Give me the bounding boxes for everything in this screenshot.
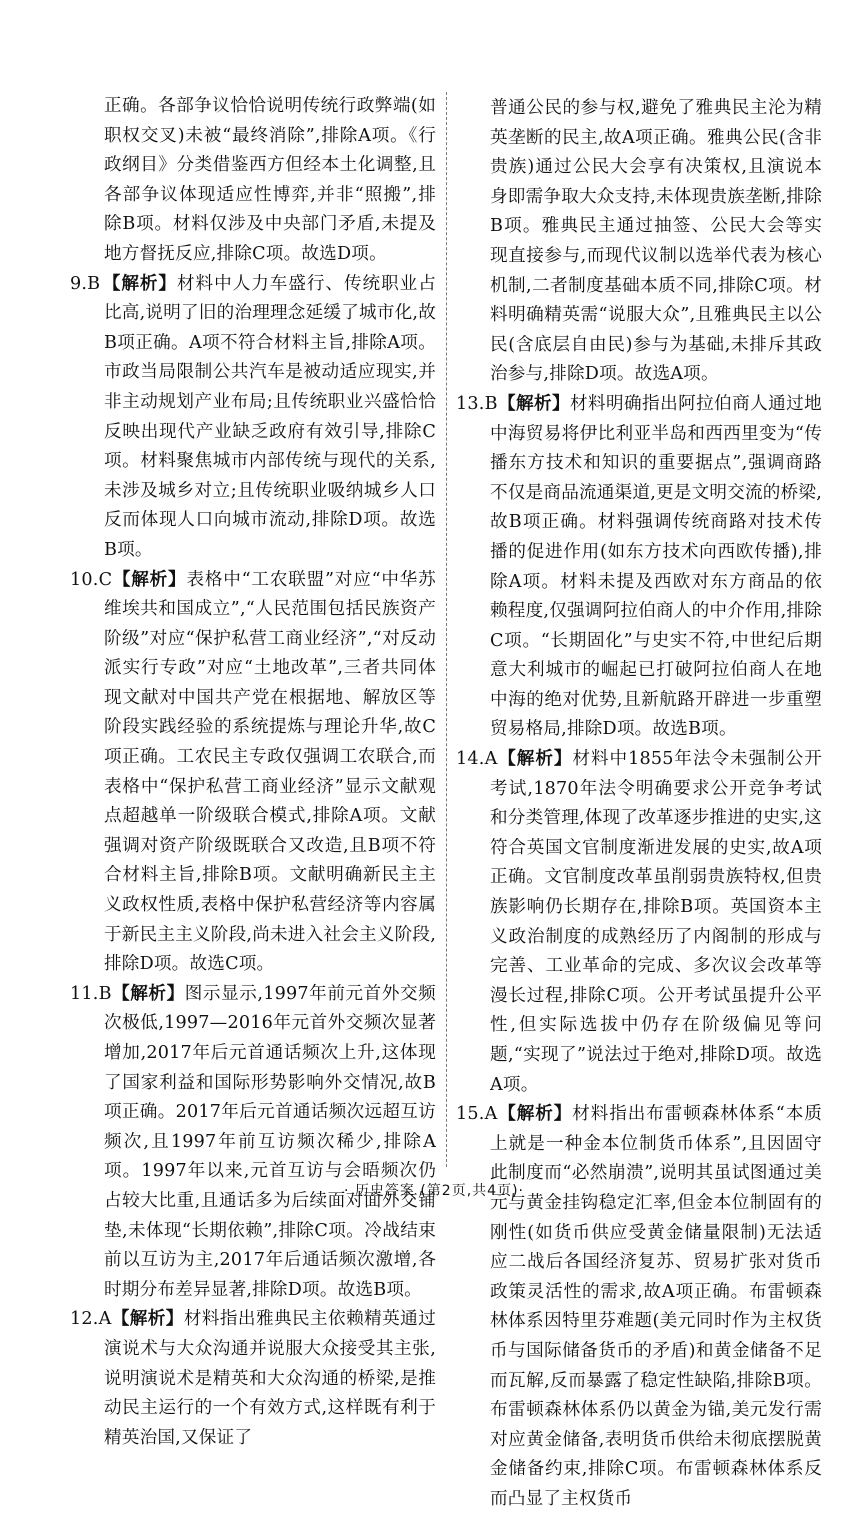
analysis-tag: 【解析】: [111, 983, 185, 1004]
continued-answer-8: 正确。各部争议恰恰说明传统行政弊端(如职权交叉)未被“最终消除”,排除A项。《行政纲目》分类借鉴西方但经本土化调整,且各部争议体现适应性博弈,并非“照搬”,排除B项。材料仅涉及中央部门矛盾,未提及地方督抚反应,排除C项。故选D项。: [104, 96, 436, 264]
analysis-tag: 【解析】: [497, 393, 570, 414]
answer-text: 表格中“工农联盟”对应“中华苏维埃共和国成立”,“人民范围包括民族资产阶级”对应“保护私营工商业经济”,“对反动派实行专政”对应“土地改革”,三者共同体现文献对中国共产党在根据地、解放区等阶段实践经验的系统提炼与理论升华,故C项正确。工农民主专政仅强调工农联合,而表格中“保护私营工商业经济”显示文献观点超越单一阶级联合模式,排除A项。文献强调对资产阶级既联合又改造,且B项不符合材料主旨,排除B项。文献明确新民主主义政权性质,表格中保护私营经济等内容属于新民主主义阶段,尚未进入社会主义阶段,排除D项。故选C项。: [104, 569, 436, 975]
answer-11: [70, 980, 436, 1306]
answer-text: 图示显示,1997年前元首外交频次极低,1997—2016年元首外交频次显著增加,2017年后元首通话频次上升,这体现了国家利益和国际形势影响外交情况,故B项正确。2017年后元首通话频次远超互访频次,且1997年前互访频次稀少,排除A项。1997年以来,元首互访与会晤频次仍占较大比重,且通话多为后续面对面外交铺垫,未体现“长期依赖”,排除C项。冷战结束前以互访为主,2017年后通话频次激增,各时期分布差异显著,排除D项。故选B项。: [104, 983, 436, 1300]
answer-number: 13.B: [456, 393, 498, 414]
answer-text: 材料指出布雷顿森林体系“本质上就是一种金本位制货币体系”,且因固守此制度而“必然崩溃”,说明其虽试图通过美元与黄金挂钩稳定汇率,但金本位制固有的刚性(如货币供应受黄金储量限制)无法适应二战后各国经济复苏、贸易扩张对货币政策灵活性的需求,故A项正确。布雷顿森林体系因特里芬难题(美元同时作为主权货币与国际储备货币的矛盾)和黄金储备不足而瓦解,反而暴露了稳定性缺陷,排除B项。布雷顿森林体系仍以黄金为锚,美元发行需对应黄金储备,表明货币供给未彻底摆脱黄金储备约束,排除C项。布雷顿森林体系反而凸显了主权货币: [490, 1104, 822, 1509]
answer-14: [456, 745, 822, 1100]
analysis-tag: 【解析】: [497, 749, 573, 770]
answer-number: 11.B: [70, 983, 112, 1004]
continued-answer-12: 普通公民的参与权,避免了雅典民主沦为精英垄断的民主,故A项正确。雅典公民(含非贵族)通过公民大会享有决策权,且演说本身即需争取大众支持,未体现贵族垄断,排除B项。雅典民主通过抽签、公民大会等实现直接参与,而现代议制以选举代表为核心机制,二者制度基础本质不同,排除C项。材料明确精英需“说服大众”,且雅典民主以公民(含底层自由民)参与为基础,未排斥其政治参与,排除D项。故选A项。: [490, 98, 822, 385]
analysis-tag: 【解析】: [497, 1104, 573, 1125]
column-divider: [446, 92, 447, 1167]
right-column: [456, 94, 822, 1515]
answer-12: [70, 1305, 436, 1453]
answer-number: 10.C: [70, 569, 113, 590]
analysis-tag: 【解析】: [102, 273, 177, 294]
answer-text: 材料指出雅典民主依赖精英通过演说术与大众沟通并说服大众接受其主张,说明演说术是精英和大众沟通的桥梁,是推动民主运行的一个有效方式,这样既有利于精英治国,又保证了: [104, 1309, 436, 1448]
left-column: [70, 92, 436, 1453]
answer-number: 9.B: [70, 273, 101, 294]
page-footer: · 历史答案 (第2页,共4页)·: [344, 1183, 524, 1199]
answer-9: [70, 270, 436, 566]
answer-10: [70, 566, 436, 980]
answer-number: 15.A: [456, 1104, 498, 1125]
answer-number: 12.A: [70, 1309, 112, 1330]
answer-text: 材料中1855年法令未强制公开考试,1870年法令明确要求公开竞争考试和分类管理,体现了改革逐步推进的史实,这符合英国文官制度渐进发展的史实,故A项正确。文官制度改革虽削弱贵族特权,但贵族影响仍长期存在,排除B项。英国资本主义政治制度的成熟经历了内阁制的形成与完善、工业革命的完成、多次议会改革等漫长过程,排除C项。公开考试虽提升公平性,但实际选拔中仍存在阶级偏见等问题,“实现了”说法过于绝对,排除D项。故选A项。: [490, 749, 822, 1095]
answer-15: [456, 1100, 822, 1514]
answer-13: [456, 390, 822, 745]
answer-text: 材料中人力车盛行、传统职业占比高,说明了旧的治理理念延缓了城市化,故B项正确。A项不符合材料主旨,排除A项。市政当局限制公共汽车是被动适应现实,并非主动规划产业布局;且传统职业兴盛恰恰反映出现代产业缺乏政府有效引导,排除C项。材料聚焦城市内部传统与现代的关系,未涉及城乡对立;且传统职业吸纳城乡人口反而体现人口向城市流动,排除D项。故选B项。: [104, 273, 436, 560]
answer-number: 14.A: [456, 749, 498, 770]
analysis-tag: 【解析】: [112, 569, 187, 590]
analysis-tag: 【解析】: [111, 1309, 184, 1330]
answer-text: 材料明确指出阿拉伯商人通过地中海贸易将伊比利亚半岛和西西里变为“传播东方技术和知识的重要据点”,强调商路不仅是商品流通渠道,更是文明交流的桥梁,故B项正确。材料强调传统商路对技术传播的促进作用(如东方技术向西欧传播),排除A项。材料未提及西欧对东方商品的依赖程度,仅强调阿拉伯商人的中介作用,排除C项。“长期固化”与史实不符,中世纪后期意大利城市的崛起已打破阿拉伯商人在地中海的绝对优势,且新航路开辟进一步重塑贸易格局,排除D项。故选B项。: [490, 393, 822, 740]
